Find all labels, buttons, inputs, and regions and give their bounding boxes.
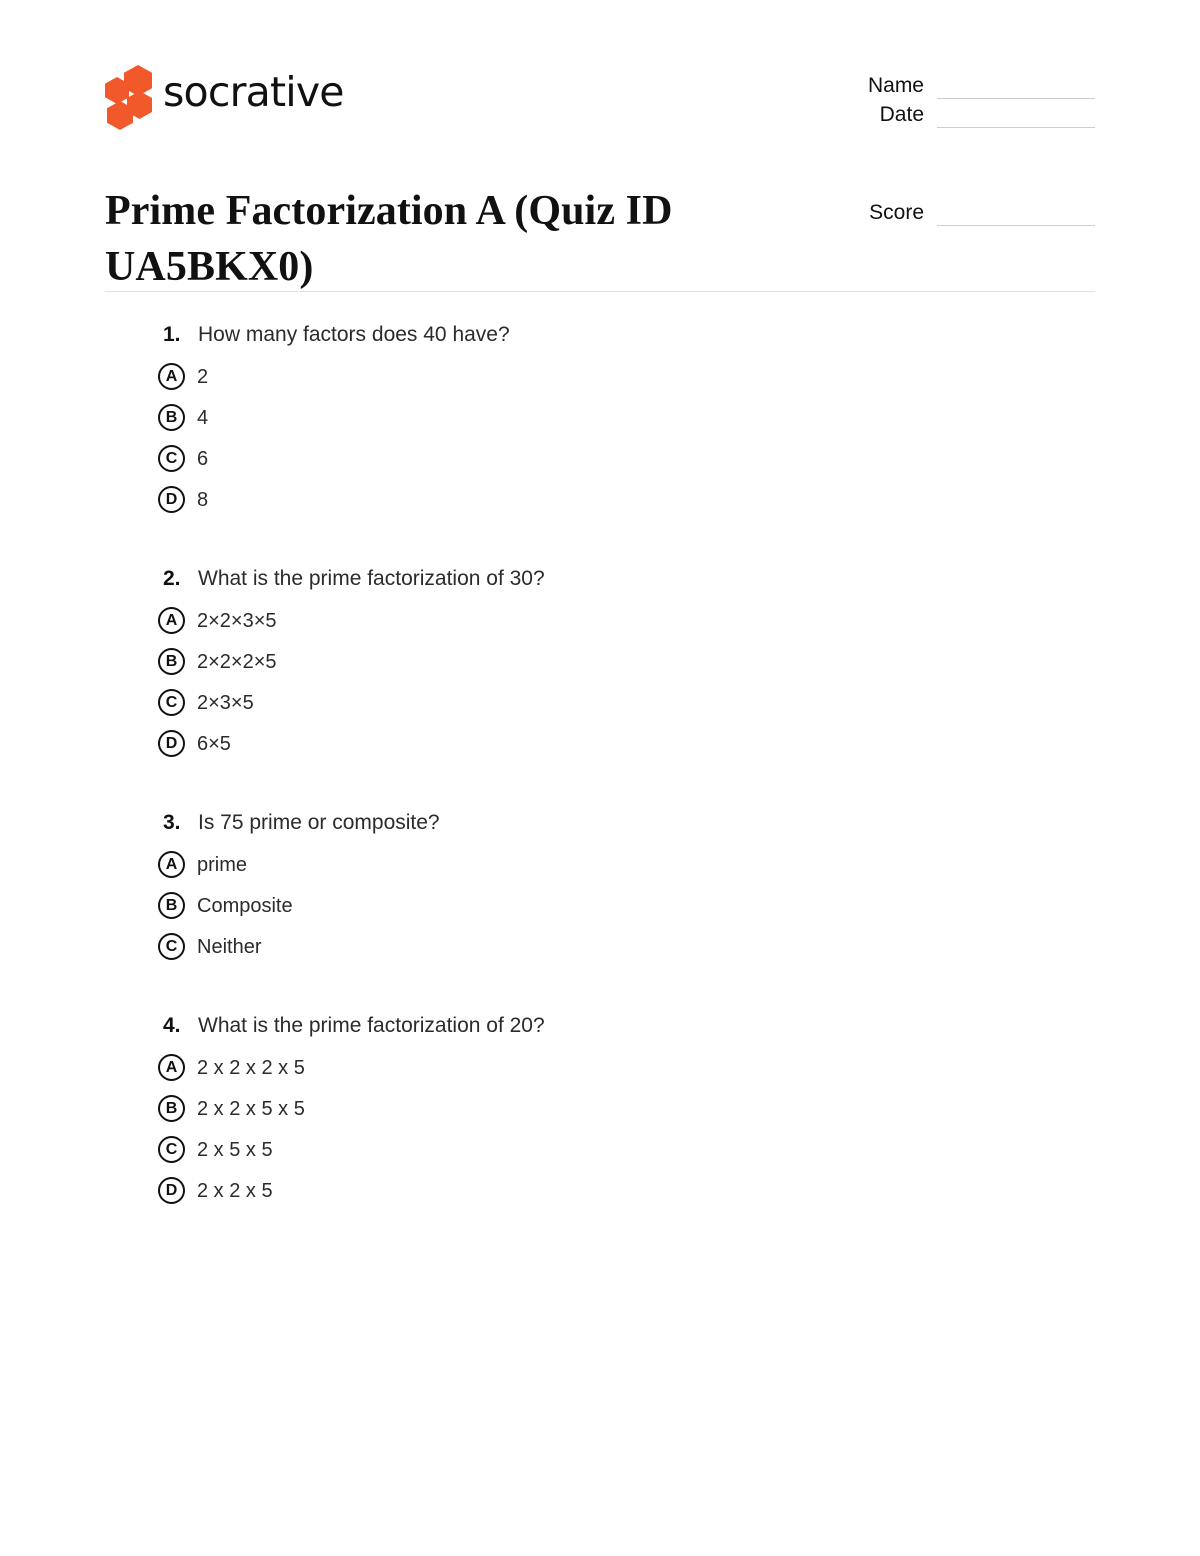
question-block [105, 1011, 1095, 1211]
option-row[interactable] [105, 397, 1095, 438]
brand-wordmark: socrative [163, 68, 344, 116]
date-input-line[interactable] [937, 105, 1095, 128]
option-bubble-d[interactable]: D [158, 1177, 185, 1204]
option-bubble-b[interactable]: B [158, 404, 185, 431]
option-bubble-d[interactable]: D [158, 730, 185, 757]
option-label: 6×5 [197, 732, 231, 755]
question-number: 1. [163, 323, 181, 346]
option-bubble-c[interactable]: C [158, 933, 185, 960]
question-heading [105, 320, 1095, 350]
worksheet-header [105, 55, 1095, 291]
option-label: 2×2×3×5 [197, 609, 277, 632]
option-row[interactable] [105, 885, 1095, 926]
question-block [105, 320, 1095, 520]
name-input-line[interactable] [937, 76, 1095, 99]
date-field-row [835, 99, 1095, 128]
option-list [105, 1047, 1095, 1211]
option-row[interactable] [105, 438, 1095, 479]
question-text: What is the prime factorization of 30? [198, 567, 545, 590]
question-block [105, 564, 1095, 764]
option-row[interactable] [105, 1129, 1095, 1170]
socrative-logo [105, 63, 344, 119]
option-label: Composite [197, 894, 293, 917]
option-row[interactable] [105, 641, 1095, 682]
option-label: 2 x 5 x 5 [197, 1138, 273, 1161]
option-row[interactable] [105, 844, 1095, 885]
name-label: Name [867, 74, 924, 97]
option-row[interactable] [105, 682, 1095, 723]
student-info-fields [835, 70, 1095, 226]
date-label: Date [879, 103, 924, 126]
option-label: 2 x 2 x 5 x 5 [197, 1097, 305, 1120]
option-label: 6 [197, 447, 209, 470]
option-bubble-a[interactable]: A [158, 607, 185, 634]
option-label: 2×3×5 [197, 691, 254, 714]
option-row[interactable] [105, 1170, 1095, 1211]
option-bubble-a[interactable]: A [158, 1054, 185, 1081]
option-label: 2 [197, 365, 209, 388]
page-title: Prime Factorization A (Quiz ID UA5BKX0) [105, 188, 673, 291]
option-label: Neither [197, 935, 262, 958]
option-bubble-c[interactable]: C [158, 1136, 185, 1163]
question-list [105, 320, 1095, 1255]
option-bubble-c[interactable]: C [158, 689, 185, 716]
question-text: Is 75 prime or composite? [198, 811, 440, 834]
option-row[interactable] [105, 356, 1095, 397]
score-label: Score [869, 201, 924, 224]
option-row[interactable] [105, 926, 1095, 967]
score-field-row [835, 197, 1095, 226]
option-bubble-b[interactable]: B [158, 1095, 185, 1122]
question-text: How many factors does 40 have? [198, 323, 510, 346]
option-row[interactable] [105, 1047, 1095, 1088]
option-label: prime [197, 853, 248, 876]
option-label: 2 x 2 x 2 x 5 [197, 1056, 305, 1079]
option-label: 4 [197, 406, 209, 429]
option-bubble-c[interactable]: C [158, 445, 185, 472]
question-text: What is the prime factorization of 20? [198, 1014, 545, 1037]
option-label: 2×2×2×5 [197, 650, 277, 673]
option-list [105, 844, 1095, 967]
option-bubble-a[interactable]: A [158, 363, 185, 390]
socrative-hexagons-icon [105, 63, 153, 119]
option-bubble-b[interactable]: B [158, 648, 185, 675]
question-heading [105, 808, 1095, 838]
question-number: 2. [163, 567, 181, 590]
option-bubble-d[interactable]: D [158, 486, 185, 513]
question-heading [105, 1011, 1095, 1041]
question-number: 3. [163, 811, 181, 834]
option-row[interactable] [105, 600, 1095, 641]
option-list [105, 356, 1095, 520]
header-divider [105, 291, 1095, 292]
option-row[interactable] [105, 723, 1095, 764]
option-list [105, 600, 1095, 764]
question-number: 4. [163, 1014, 181, 1037]
question-heading [105, 564, 1095, 594]
score-input-line[interactable] [937, 203, 1095, 226]
option-bubble-b[interactable]: B [158, 892, 185, 919]
option-label: 2 x 2 x 5 [197, 1179, 273, 1202]
option-label: 8 [197, 488, 209, 511]
option-row[interactable] [105, 479, 1095, 520]
question-block [105, 808, 1095, 967]
option-bubble-a[interactable]: A [158, 851, 185, 878]
option-row[interactable] [105, 1088, 1095, 1129]
name-field-row [835, 70, 1095, 99]
